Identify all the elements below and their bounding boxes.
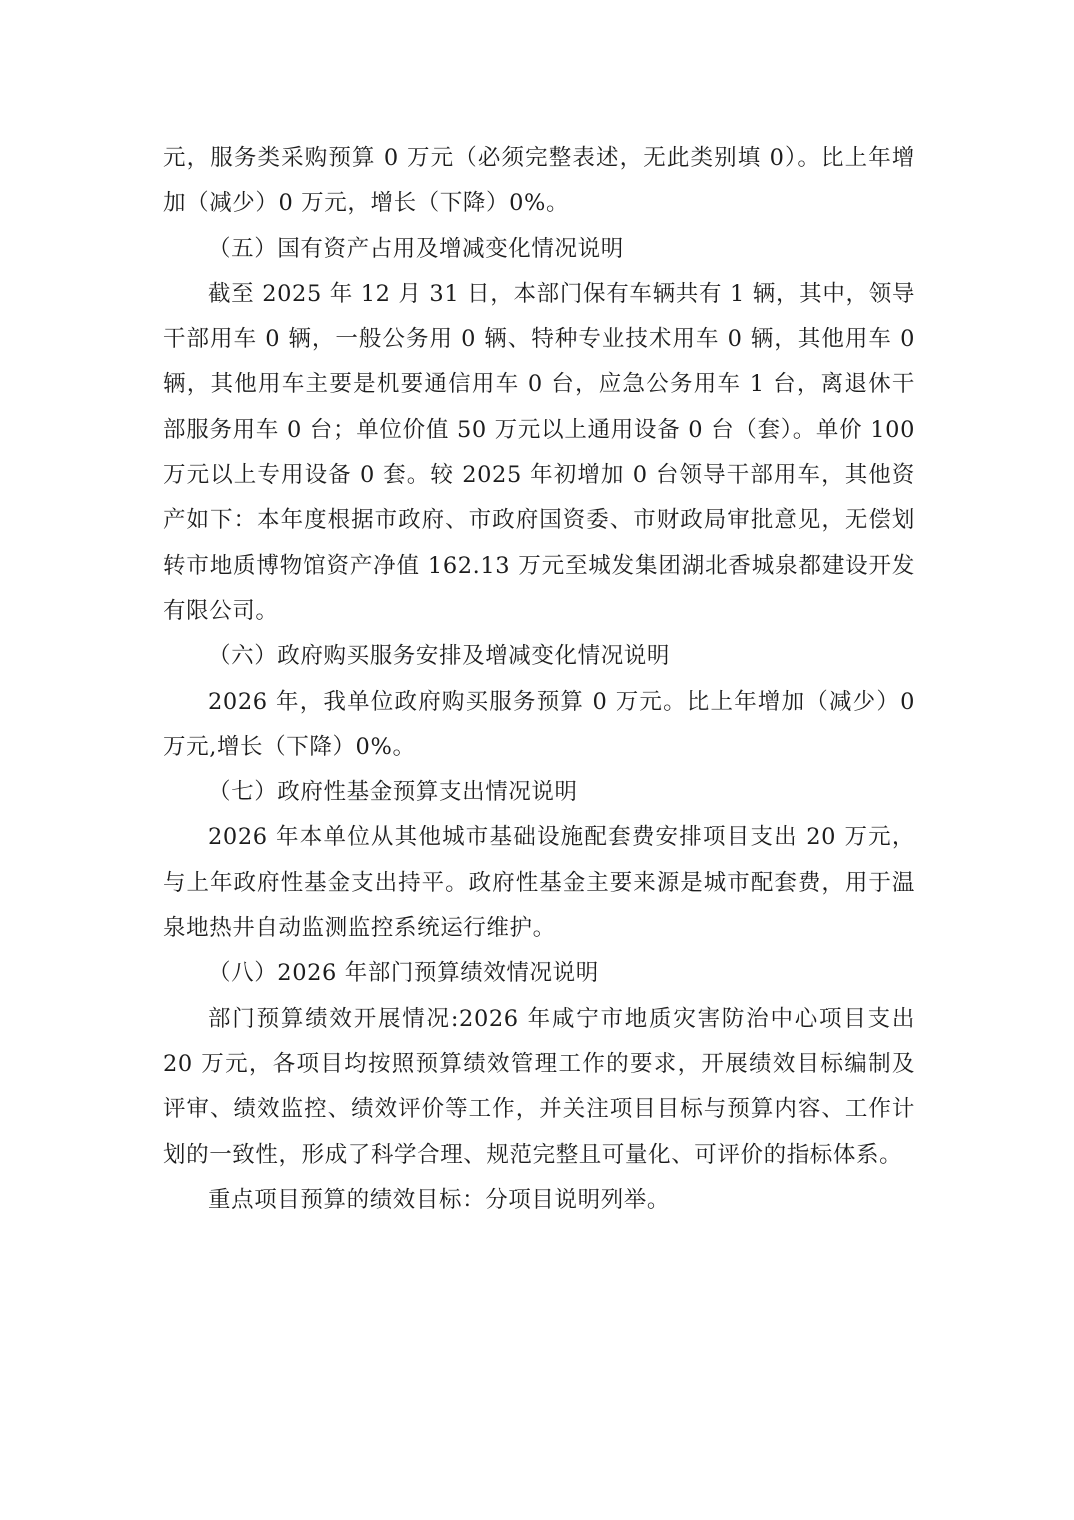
section-heading-budget-performance: （八）2026 年部门预算绩效情况说明 (208, 960, 599, 987)
section-heading-government-purchase-services: （六）政府购买服务安排及增减变化情况说明 (208, 643, 671, 670)
paragraph-government-fund-budget: 2026 年本单位从其他城市基础设施配套费安排项目支出 20 万元，与上年政府性基金支出持平。政府性基金主要来源是城市配套费，用于温泉地热井自动监测监控系统运行维护。 (163, 824, 915, 942)
paragraph-procurement-continued: 元，服务类采购预算 0 万元（必须完整表述，无此类别填 0）。比上年增加（减少）0 万元，增长（下降）0%。 (163, 145, 915, 217)
paragraph-state-assets: 截至 2025 年 12 月 31 日，本部门保有车辆共有 1 辆，其中，领导干部用车 0 辆，一般公务用 0 辆、特种专业技术用车 0 辆，其他用车 0 辆，其他用车主要是机要通信用车 0 台，应急公务用车 1 台，离退休干部服务用车 0 台；单位价值 50 万元以上通用设备 0 台（套）。单价 100 万元以上专用设备 0 套。较 2025 年初增加 0 台领导干部用车，其他资产如下：本年度根据市政府、市政府国资委、市财政局审批意见，无偿划转市地质博物馆资产净值 162.13 万元至城发集团湖北香城泉都建设开发有限公司。 (163, 280, 915, 624)
section-heading-government-fund-budget: （七）政府性基金预算支出情况说明 (208, 779, 578, 806)
paragraph-government-purchase-services: 2026 年，我单位政府购买服务预算 0 万元。比上年增加（减少）0 万元,增长（下降）0%。 (163, 688, 915, 760)
section-heading-state-assets: （五）国有资产占用及增减变化情况说明 (208, 235, 624, 262)
paragraph-key-project-goals: 重点项目预算的绩效目标：分项目说明列举。 (208, 1186, 671, 1213)
document-body (163, 136, 915, 1223)
paragraph-budget-performance: 部门预算绩效开展情况:2026 年咸宁市地质灾害防治中心项目支出 20 万元，各项目均按照预算绩效管理工作的要求，开展绩效目标编制及评审、绩效监控、绩效评价等工作，并关注项目目标与预算内容、工作计划的一致性，形成了科学合理、规范完整且可量化、可评价的指标体系。 (163, 1005, 915, 1168)
